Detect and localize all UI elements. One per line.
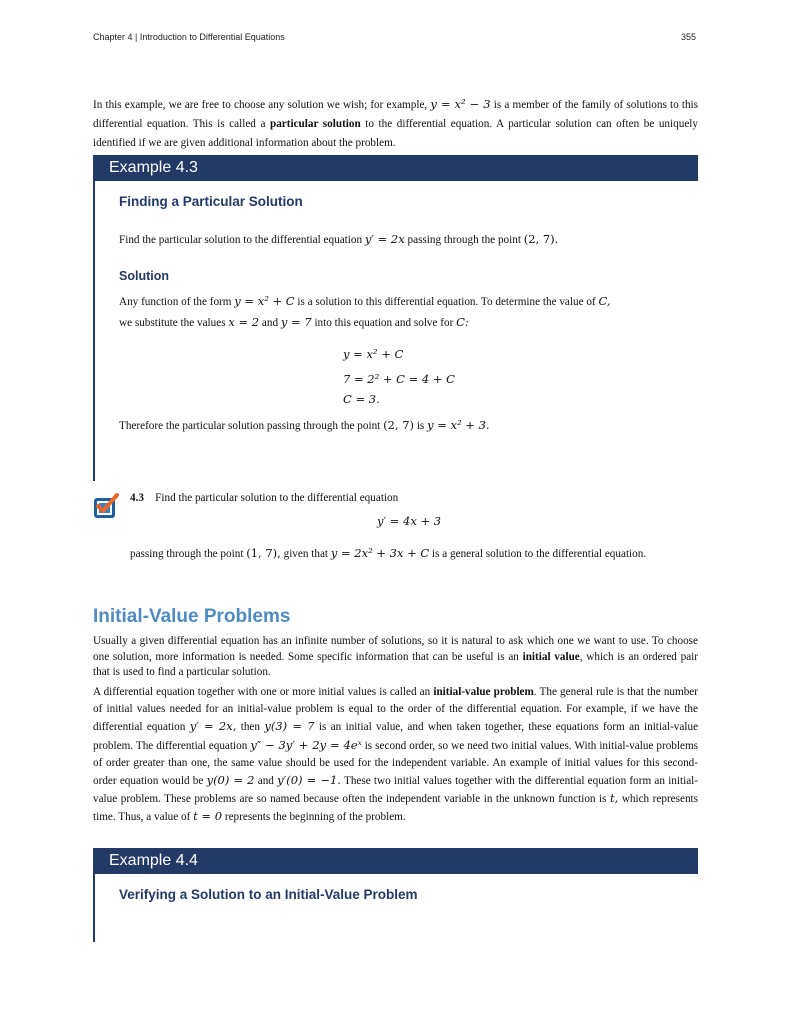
example-label: Example 4.4 (109, 852, 198, 869)
example-4-3-header (93, 155, 698, 181)
example-label: Example 4.3 (109, 159, 198, 176)
example-problem: Find the particular solution to the differential equation y′ = 2x passing through the point (2, 7). (119, 232, 559, 246)
term-particular-solution: particular solution (269, 118, 361, 130)
solution-label: Solution (119, 269, 169, 283)
equation-line-2: 7 = 2² + C = 4 + C (343, 372, 455, 386)
solution-text: Any function of the form y = x² + C is a solution to this differential equation. To determine the value of C, we substitute the values x = 2 and y = 7 into this equation and solve for C: (119, 294, 611, 329)
section-heading: Initial-Value Problems (93, 606, 291, 627)
equation-line-3: C = 3. (343, 392, 380, 406)
example-title: Verifying a Solution to an Initial-Value Problem (119, 887, 418, 902)
math-inline: y = x² − 3 (430, 97, 491, 111)
term-initial-value-problem: initial-value problem (433, 686, 534, 698)
running-header-chapter: Chapter 4 | Introduction to Differential Equations (93, 32, 285, 42)
checkpoint-equation: y′ = 4x + 3 (377, 514, 442, 528)
example-4-4-header (93, 848, 698, 874)
solution-conclusion: Therefore the particular solution passing through the point (2, 7) is y = x² + 3. (119, 418, 490, 432)
page-number: 355 (681, 32, 697, 42)
section-paragraph-1: Usually a given differential equation has an infinite number of solutions, so it is natural to ask which one we want to use. To choose one solution, more information is needed. Some specific information that can be useful is an initial value, which is an ordered pair that is used to find a particular solution. (93, 635, 698, 678)
example-title: Finding a Particular Solution (119, 194, 303, 209)
term-initial-value: initial value (522, 650, 580, 663)
checkpoint-continuation: passing through the point (1, 7), given that y = 2x² + 3x + C is a general solution to the differential equation. (130, 546, 647, 560)
section-paragraph-2: A differential equation together with one or more initial values is called an initial-value problem. The general rule is that the number of initial values needed for an initial-value problem is equal to the order of the differential equation. For example, if we have the differential equation y′ = 2x, then y(3) = 7 is an initial value, and when taken together, these equations form an initial-value problem. The differential equation y″ − 3y′ + 2y = 4eˣ is second order, so we need two initial values. With initial-value problems of order greater than one, the same value should be used for the independent variable. An example of initial values for this second-order equation would be y(0) = 2 and y′(0) = −1. These two initial values together with the differential equation form an initial-value problem. These problems are so named because often the independent variable in the unknown function is t, which represents time. Thus, a value of t = 0 represents the beginning of the problem. (93, 686, 699, 824)
checkpoint-number: 4.3 (130, 492, 144, 504)
intro-paragraph: In this example, we are free to choose any solution we wish; for example, y = x² − 3 is a member of the family of solutions to this differential equation. This is called a particular solution to the differential equation. A particular solution can often be uniquely identified if we are given additional information about the problem. (93, 97, 699, 149)
checkpoint-prompt: 4.3 Find the particular solution to the differential equation (130, 492, 399, 504)
equation-line-1: y = x² + C (343, 347, 404, 361)
example-left-rule (93, 874, 95, 942)
checkpoint-checkbox-icon (93, 493, 119, 519)
example-left-rule (93, 181, 95, 481)
